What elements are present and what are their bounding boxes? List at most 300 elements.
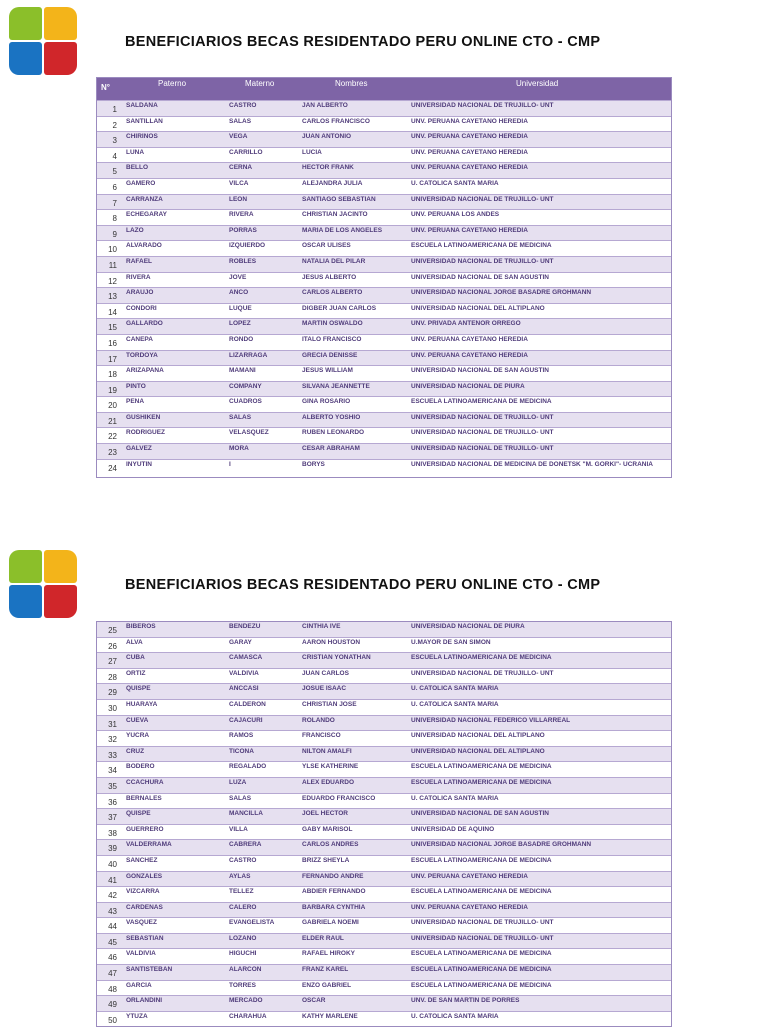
table-row [97, 683, 671, 699]
paterno-cell: ALVA [126, 638, 143, 646]
table-row [97, 777, 671, 793]
paterno-cell: ALVARADO [126, 242, 162, 250]
materno-cell: VELASQUEZ [229, 429, 269, 437]
materno-cell: CAMASCA [229, 654, 263, 662]
universidad-cell: U. CATOLICA SANTA MARIA [411, 685, 499, 693]
table-row [97, 855, 671, 871]
universidad-cell: ESCUELA LATINOAMERICANA DE MEDICINA [411, 654, 552, 662]
universidad-cell: ESCUELA LATINOAMERICANA DE MEDICINA [411, 778, 552, 786]
nombres-cell: CARLOS FRANCISCO [302, 117, 370, 125]
universidad-cell: UNIVERSIDAD NACIONAL JORGE BASADRE GROHMANN [411, 841, 592, 849]
paterno-cell: QUISPE [126, 685, 151, 693]
paterno-cell: SALDANA [126, 102, 158, 109]
paterno-cell: CARDENAS [126, 903, 163, 911]
materno-cell: LOZANO [229, 934, 257, 942]
materno-cell: CAJACURI [229, 716, 263, 724]
row-number: 20 [108, 401, 117, 411]
paterno-cell: YTUZA [126, 1012, 148, 1020]
header-paterno: Paterno [158, 79, 187, 88]
materno-cell: ALARCON [229, 966, 262, 974]
materno-cell: TELLEZ [229, 888, 254, 896]
table-row [97, 240, 671, 256]
universidad-cell: UNV. DE SAN MARTIN DE PORRES [411, 997, 520, 1005]
row-number: 35 [108, 781, 117, 791]
row-number: 33 [108, 750, 117, 760]
materno-cell: CHARAHUA [229, 1012, 267, 1020]
nombres-cell: CHRISTIAN JOSE [302, 700, 357, 708]
universidad-cell: UNIVERSIDAD NACIONAL DE SAN AGUSTIN [411, 273, 549, 281]
row-number: 47 [108, 969, 117, 979]
materno-cell: MAMANI [229, 367, 256, 375]
materno-cell: EVANGELISTA [229, 919, 275, 927]
materno-cell: ROBLES [229, 257, 257, 265]
table-row [97, 964, 671, 980]
nombres-cell: DIGBER JUAN CARLOS [302, 304, 377, 312]
table-row [97, 334, 671, 350]
universidad-cell: ESCUELA LATINOAMERICANA DE MEDICINA [411, 966, 552, 974]
materno-cell: VILCA [229, 179, 249, 187]
table-row [97, 287, 671, 303]
table-header [97, 78, 671, 100]
materno-cell: CALDERON [229, 700, 266, 708]
materno-cell: JOVE [229, 273, 247, 281]
table-row [97, 886, 671, 902]
table-row [97, 637, 671, 653]
universidad-cell: UNV. PERUANA CAYETANO HEREDIA [411, 903, 528, 911]
universidad-cell: UNIVERSIDAD NACIONAL DE TRUJILLO- UNT [411, 429, 554, 437]
paterno-cell: INYUTIN [126, 460, 152, 468]
nombres-cell: JESUS WILLIAM [302, 367, 353, 375]
nombres-cell: GRECIA DENISSE [302, 351, 358, 359]
table-row [97, 715, 671, 731]
row-number: 9 [112, 229, 117, 239]
universidad-cell: UNIVERSIDAD NACIONAL DE TRUJILLO- UNT [411, 919, 554, 927]
row-number: 6 [112, 182, 117, 192]
paterno-cell: LAZO [126, 226, 144, 234]
materno-cell: MERCADO [229, 997, 263, 1005]
paterno-cell: CUBA [126, 654, 145, 662]
row-number: 50 [108, 1015, 117, 1025]
paterno-cell: BELLO [126, 164, 149, 172]
nombres-cell: ENZO GABRIEL [302, 981, 352, 989]
paterno-cell: GONZALES [126, 872, 163, 880]
nombres-cell: ELDER RAUL [302, 934, 344, 942]
materno-cell: LOPEZ [229, 320, 251, 328]
table-row [97, 100, 671, 116]
materno-cell: VEGA [229, 133, 248, 141]
nombres-cell: NATALIA DEL PILAR [302, 257, 366, 265]
universidad-cell: UNIVERSIDAD NACIONAL DE SAN AGUSTIN [411, 810, 549, 818]
materno-cell: CASTRO [229, 102, 257, 109]
universidad-cell: U. CATOLICA SANTA MARIA [411, 179, 499, 187]
materno-cell: CABRERA [229, 841, 262, 849]
row-number: 16 [108, 338, 117, 348]
row-number: 19 [108, 385, 117, 395]
paterno-cell: CUEVA [126, 716, 149, 724]
table-row [97, 746, 671, 762]
materno-cell: REGALADO [229, 763, 267, 771]
paterno-cell: CONDORI [126, 304, 157, 312]
universidad-cell: UNIVERSIDAD NACIONAL DE TRUJILLO- UNT [411, 934, 554, 942]
row-number: 2 [112, 120, 117, 130]
header-universidad: Universidad [516, 79, 559, 88]
paterno-cell: SANCHEZ [126, 856, 158, 864]
universidad-cell: ESCUELA LATINOAMERICANA DE MEDICINA [411, 398, 552, 406]
nombres-cell: BRIZZ SHEYLA [302, 856, 350, 864]
paterno-cell: QUISPE [126, 810, 151, 818]
row-number: 42 [108, 891, 117, 901]
row-number: 32 [108, 735, 117, 745]
materno-cell: CARRILLO [229, 148, 263, 156]
materno-cell: CERNA [229, 164, 253, 172]
nombres-cell: RAFAEL HIROKY [302, 950, 355, 958]
universidad-cell: UNV. PERUANA CAYETANO HEREDIA [411, 133, 528, 141]
nombres-cell: ITALO FRANCISCO [302, 335, 362, 343]
universidad-cell: UNIVERSIDAD NACIONAL DE TRUJILLO- UNT [411, 195, 554, 203]
page-title: BENEFICIARIOS BECAS RESIDENTADO PERU ONLINE CTO - CMP [125, 577, 601, 593]
row-number: 28 [108, 672, 117, 682]
nombres-cell: JUAN CARLOS [302, 669, 349, 677]
universidad-cell: ESCUELA LATINOAMERICANA DE MEDICINA [411, 242, 552, 250]
row-number: 45 [108, 937, 117, 947]
table-body [97, 622, 671, 1026]
table-row [97, 622, 671, 637]
nombres-cell: MARTIN OSWALDO [302, 320, 363, 328]
table-row [97, 412, 671, 428]
universidad-cell: UNIVERSIDAD NACIONAL DE TRUJILLO- UNT [411, 445, 554, 453]
paterno-cell: VIZCARRA [126, 888, 160, 896]
paterno-cell: CANEPA [126, 335, 153, 343]
row-number: 37 [108, 813, 117, 823]
paterno-cell: ECHEGARAY [126, 211, 167, 219]
nombres-cell: JOEL HECTOR [302, 810, 348, 818]
paterno-cell: ARAUJO [126, 289, 154, 297]
nombres-cell: GINA ROSARIO [302, 398, 351, 406]
universidad-cell: UNV. PERUANA CAYETANO HEREDIA [411, 117, 528, 125]
nombres-cell: JUAN ANTONIO [302, 133, 352, 141]
table-row [97, 871, 671, 887]
materno-cell: I [229, 460, 231, 468]
row-number: 49 [108, 1000, 117, 1010]
materno-cell: IZQUIERDO [229, 242, 266, 250]
nombres-cell: ALBERTO YOSHIO [302, 413, 361, 421]
row-number: 38 [108, 828, 117, 838]
nombres-cell: NILTON AMALFI [302, 747, 352, 755]
row-number: 18 [108, 370, 117, 380]
table-row [97, 668, 671, 684]
materno-cell: TORRES [229, 981, 256, 989]
row-number: 1 [112, 105, 117, 114]
table-row [97, 318, 671, 334]
nombres-cell: GABRIELA NOEMI [302, 919, 359, 927]
table-row [97, 303, 671, 319]
page-section-2 [0, 543, 768, 1024]
materno-cell: MORA [229, 445, 249, 453]
paterno-cell: HUARAYA [126, 700, 158, 708]
universidad-cell: UNIVERSIDAD NACIONAL DEL ALTIPLANO [411, 304, 545, 312]
paterno-cell: VALDERRAMA [126, 841, 172, 849]
beneficiaries-table-1 [96, 77, 672, 478]
nombres-cell: CRISTIAN YONATHAN [302, 654, 371, 662]
table-row [97, 350, 671, 366]
materno-cell: LUZA [229, 778, 247, 786]
row-number: 22 [108, 432, 117, 442]
nombres-cell: LUCIA [302, 148, 322, 156]
paterno-cell: RAFAEL [126, 257, 152, 265]
paterno-cell: GALVEZ [126, 445, 152, 453]
table-row [97, 808, 671, 824]
paterno-cell: SANTISTEBAN [126, 966, 173, 974]
logo-icon [9, 550, 77, 618]
universidad-cell: UNV. PERUANA LOS ANDES [411, 211, 500, 219]
table-row [97, 131, 671, 147]
paterno-cell: VASQUEZ [126, 919, 157, 927]
paterno-cell: BERNALES [126, 794, 162, 802]
table-row [97, 824, 671, 840]
universidad-cell: UNIVERSIDAD NACIONAL DEL ALTIPLANO [411, 747, 545, 755]
materno-cell: SALAS [229, 413, 252, 421]
nombres-cell: KATHY MARLENE [302, 1012, 358, 1020]
nombres-cell: EDUARDO FRANCISCO [302, 794, 376, 802]
table-row [97, 948, 671, 964]
row-number: 29 [108, 688, 117, 698]
row-number: 43 [108, 906, 117, 916]
universidad-cell: UNV. PERUANA CAYETANO HEREDIA [411, 148, 528, 156]
table-row [97, 839, 671, 855]
universidad-cell: UNIVERSIDAD NACIONAL DE TRUJILLO- UNT [411, 669, 554, 677]
nombres-cell: RUBEN LEONARDO [302, 429, 365, 437]
row-number: 46 [108, 953, 117, 963]
nombres-cell: ALEJANDRA JULIA [302, 179, 363, 187]
row-number: 48 [108, 984, 117, 994]
materno-cell: ANCO [229, 289, 249, 297]
table-row [97, 162, 671, 178]
universidad-cell: UNV. PERUANA CAYETANO HEREDIA [411, 872, 528, 880]
nombres-cell: JAN ALBERTO [302, 102, 348, 109]
paterno-cell: RODRIGUEZ [126, 429, 165, 437]
table-row [97, 147, 671, 163]
page-title: BENEFICIARIOS BECAS RESIDENTADO PERU ONLINE CTO - CMP [125, 34, 601, 50]
paterno-cell: VALDIVIA [126, 950, 156, 958]
table-row [97, 917, 671, 933]
page-section-1 [0, 0, 768, 512]
nombres-cell: FERNANDO ANDRE [302, 872, 364, 880]
row-number: 11 [108, 260, 117, 270]
row-number: 3 [112, 136, 117, 146]
materno-cell: COMPANY [229, 382, 262, 390]
materno-cell: CASTRO [229, 856, 257, 864]
header-nombres: Nombres [335, 79, 368, 88]
row-number: 36 [108, 797, 117, 807]
paterno-cell: ORLANDINI [126, 997, 163, 1005]
universidad-cell: U.MAYOR DE SAN SIMON [411, 638, 491, 646]
row-number: 24 [108, 463, 117, 473]
nombres-cell: FRANCISCO [302, 732, 341, 740]
paterno-cell: ARIZAPANA [126, 367, 164, 375]
nombres-cell: CHRISTIAN JACINTO [302, 211, 368, 219]
universidad-cell: UNIVERSIDAD NACIONAL DE PIURA [411, 623, 525, 630]
universidad-cell: UNIVERSIDAD NACIONAL DE SAN AGUSTIN [411, 367, 549, 375]
universidad-cell: UNIVERSIDAD DE AQUINO [411, 825, 495, 833]
table-row [97, 730, 671, 746]
nombres-cell: GABY MARISOL [302, 825, 353, 833]
nombres-cell: BORYS [302, 460, 325, 468]
nombres-cell: OSCAR [302, 997, 326, 1005]
row-number: 41 [108, 875, 117, 885]
table-row [97, 396, 671, 412]
row-number: 40 [108, 859, 117, 869]
table-row [97, 209, 671, 225]
row-number: 31 [108, 719, 117, 729]
table-row [97, 381, 671, 397]
universidad-cell: UNIVERSIDAD NACIONAL DE TRUJILLO- UNT [411, 102, 554, 109]
row-number: 34 [108, 766, 117, 776]
universidad-cell: ESCUELA LATINOAMERICANA DE MEDICINA [411, 888, 552, 896]
logo-icon [9, 7, 77, 75]
universidad-cell: UNIVERSIDAD NACIONAL JORGE BASADRE GROHMANN [411, 289, 592, 297]
paterno-cell: CRUZ [126, 747, 145, 755]
paterno-cell: GUERRERO [126, 825, 164, 833]
nombres-cell: ABDIER FERNANDO [302, 888, 366, 896]
table-row [97, 459, 671, 477]
materno-cell: LEON [229, 195, 248, 203]
paterno-cell: GARCIA [126, 981, 152, 989]
table-row [97, 116, 671, 132]
table-row [97, 761, 671, 777]
nombres-cell: ALEX EDUARDO [302, 778, 355, 786]
nombres-cell: CESAR ABRAHAM [302, 445, 360, 453]
paterno-cell: RIVERA [126, 273, 151, 281]
universidad-cell: UNIVERSIDAD NACIONAL DEL ALTIPLANO [411, 732, 545, 740]
row-number: 10 [108, 245, 117, 255]
row-number: 5 [112, 167, 117, 177]
universidad-cell: ESCUELA LATINOAMERICANA DE MEDICINA [411, 856, 552, 864]
materno-cell: HIGUCHI [229, 950, 257, 958]
materno-cell: CUADROS [229, 398, 262, 406]
paterno-cell: TORDOYA [126, 351, 158, 359]
table-row [97, 427, 671, 443]
row-number: 23 [108, 448, 117, 458]
table-row [97, 225, 671, 241]
universidad-cell: UNV. PRIVADA ANTENOR ORREGO [411, 320, 521, 328]
universidad-cell: UNIVERSIDAD NACIONAL FEDERICO VILLARREAL [411, 716, 571, 724]
materno-cell: VALDIVIA [229, 669, 259, 677]
row-number: 7 [112, 198, 117, 208]
universidad-cell: UNIVERSIDAD NACIONAL DE MEDICINA DE DONETSK "M. GORKI"- UCRANIA [411, 460, 653, 468]
universidad-cell: U. CATOLICA SANTA MARIA [411, 794, 499, 802]
materno-cell: LUQUE [229, 304, 252, 312]
nombres-cell: ROLANDO [302, 716, 335, 724]
materno-cell: RAMOS [229, 732, 254, 740]
nombres-cell: CINTHIA IVE [302, 623, 341, 630]
paterno-cell: GAMERO [126, 179, 156, 187]
paterno-cell: ORTIZ [126, 669, 146, 677]
universidad-cell: UNV. PERUANA CAYETANO HEREDIA [411, 351, 528, 359]
universidad-cell: ESCUELA LATINOAMERICANA DE MEDICINA [411, 950, 552, 958]
materno-cell: RIVERA [229, 211, 254, 219]
row-number: 17 [108, 354, 117, 364]
nombres-cell: SILVANA JEANNETTE [302, 382, 370, 390]
universidad-cell: ESCUELA LATINOAMERICANA DE MEDICINA [411, 981, 552, 989]
nombres-cell: HECTOR FRANK [302, 164, 354, 172]
row-number: 27 [108, 657, 117, 667]
nombres-cell: BARBARA CYNTHIA [302, 903, 366, 911]
materno-cell: SALAS [229, 794, 252, 802]
row-number: 15 [108, 323, 117, 333]
paterno-cell: LUNA [126, 148, 145, 156]
nombres-cell: SANTIAGO SEBASTIAN [302, 195, 376, 203]
table-row [97, 933, 671, 949]
table-row [97, 1011, 671, 1027]
materno-cell: BENDEZU [229, 623, 261, 630]
row-number: 21 [108, 416, 117, 426]
materno-cell: LIZARRAGA [229, 351, 268, 359]
materno-cell: VILLA [229, 825, 248, 833]
universidad-cell: UNV. PERUANA CAYETANO HEREDIA [411, 335, 528, 343]
paterno-cell: SANTILLAN [126, 117, 163, 125]
universidad-cell: UNV. PERUANA CAYETANO HEREDIA [411, 226, 528, 234]
table-row [97, 194, 671, 210]
paterno-cell: GALLARDO [126, 320, 163, 328]
header-materno: Materno [245, 79, 275, 88]
nombres-cell: OSCAR ULISES [302, 242, 351, 250]
header-num: N° [101, 83, 110, 92]
table-row [97, 178, 671, 194]
paterno-cell: CCACHURA [126, 778, 164, 786]
table-row [97, 995, 671, 1011]
table-row [97, 256, 671, 272]
row-number: 39 [108, 844, 117, 854]
paterno-cell: PENA [126, 398, 145, 406]
universidad-cell: ESCUELA LATINOAMERICANA DE MEDICINA [411, 763, 552, 771]
paterno-cell: CHIRINOS [126, 133, 158, 141]
materno-cell: GARAY [229, 638, 252, 646]
row-number: 13 [108, 292, 117, 302]
nombres-cell: JOSUE ISAAC [302, 685, 347, 693]
materno-cell: PORRAS [229, 226, 257, 234]
paterno-cell: PINTO [126, 382, 146, 390]
paterno-cell: BODERO [126, 763, 155, 771]
beneficiaries-table-2 [96, 621, 672, 1027]
row-number: 12 [108, 276, 117, 286]
nombres-cell: CARLOS ANDRES [302, 841, 359, 849]
table-row [97, 272, 671, 288]
table-row [97, 699, 671, 715]
table-row [97, 652, 671, 668]
table-row [97, 793, 671, 809]
universidad-cell: UNIVERSIDAD NACIONAL DE TRUJILLO- UNT [411, 413, 554, 421]
materno-cell: CALERO [229, 903, 257, 911]
table-row [97, 365, 671, 381]
row-number: 25 [108, 626, 117, 635]
paterno-cell: GUSHIKEN [126, 413, 161, 421]
universidad-cell: U. CATOLICA SANTA MARIA [411, 700, 499, 708]
materno-cell: TICONA [229, 747, 254, 755]
table-body [97, 100, 671, 477]
paterno-cell: YUCRA [126, 732, 150, 740]
materno-cell: RONDO [229, 335, 254, 343]
paterno-cell: BIBEROS [126, 623, 156, 630]
universidad-cell: UNIVERSIDAD NACIONAL DE PIURA [411, 382, 525, 390]
materno-cell: MANCILLA [229, 810, 263, 818]
nombres-cell: YLSE KATHERINE [302, 763, 359, 771]
materno-cell: ANCCASI [229, 685, 259, 693]
table-row [97, 902, 671, 918]
nombres-cell: JESUS ALBERTO [302, 273, 357, 281]
row-number: 4 [112, 151, 117, 161]
nombres-cell: AARON HOUSTON [302, 638, 361, 646]
row-number: 8 [112, 214, 117, 224]
